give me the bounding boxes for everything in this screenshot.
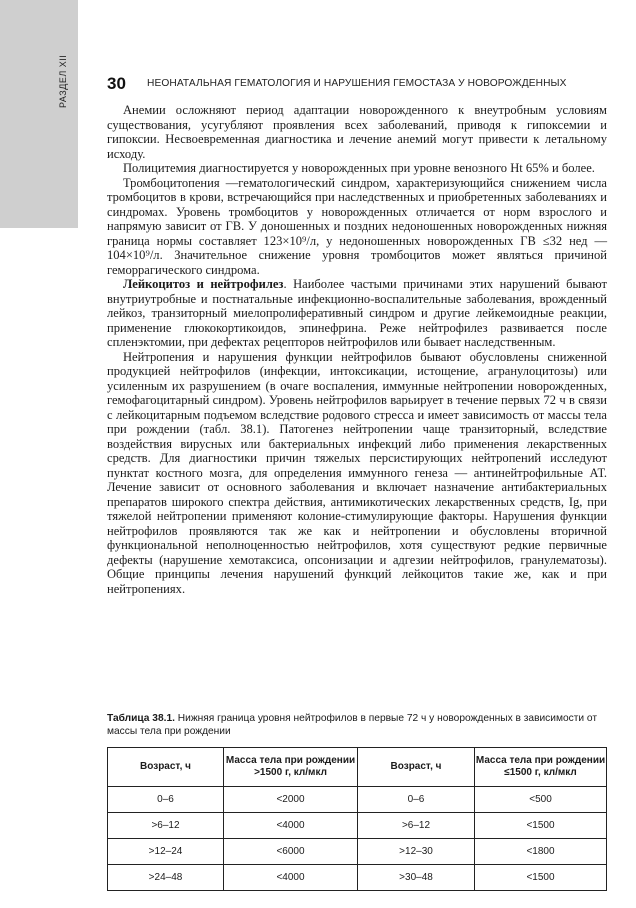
paragraph-thrombocytopenia: Тромбоцитопения —гематологический синдром, характеризующийся снижением числа тромбоцитов в крови, встречающийся при наследственных и приобретенных заболеваниях и синдромах. Уровень тромбоцитов у новорожденных отличается от норм взрослого и напрямую зависит от ГВ. У доношенных и поздних недоношенных новорожденных нижняя граница нормы составляет 123×10⁹/л, у недоношенных новорожденных ГВ ≤32 нед — 104×10⁹/л. Значительное снижение уровня тромбоцитов может являться причиной геморрагического синдрома. (107, 175, 607, 277)
table-cell: 0–6 (108, 787, 224, 813)
header-weight-over-1500: Масса тела при рождении >1500 г, кл/мкл (224, 748, 358, 787)
table-cell: <1800 (475, 839, 607, 865)
main-text (107, 103, 607, 596)
table-row (108, 787, 607, 813)
table-cell: >12–24 (108, 839, 224, 865)
table-cell: >30–48 (358, 865, 475, 891)
table-cell: <4000 (224, 865, 358, 891)
header-age-1: Возраст, ч (108, 748, 224, 787)
table-cell: >6–12 (108, 813, 224, 839)
header-age-2: Возраст, ч (358, 748, 475, 787)
header-weight-under-1500: Масса тела при рождении ≤1500 г, кл/мкл (475, 748, 607, 787)
table-caption-text: Нижняя граница уровня нейтрофилов в первые 72 ч у новорожденных в зависимости от массы тела при рождении (107, 713, 598, 737)
paragraph-leukocytosis (107, 277, 607, 350)
table-row (108, 839, 607, 865)
table-row (108, 813, 607, 839)
table-cell: <500 (475, 787, 607, 813)
table-caption (107, 712, 607, 738)
neutrophil-table (107, 747, 607, 891)
section-label: РАЗДЕЛ XII (58, 54, 68, 108)
table-cell: >12–30 (358, 839, 475, 865)
paragraph-anemia: Анемии осложняют период адаптации новорожденного к внеутробным условиям существования, усугубляют проявления всех заболеваний, приводя к гипоксемии и гипоксии. Несвоевременная диагностика и лечение анемий могут привести к летальному исходу. (107, 103, 607, 161)
table-row (108, 865, 607, 891)
table-cell: <2000 (224, 787, 358, 813)
table-cell: <1500 (475, 865, 607, 891)
table-cell: <6000 (224, 839, 358, 865)
table-cell: >24–48 (108, 865, 224, 891)
table-cell: <1500 (475, 813, 607, 839)
table-cell: 0–6 (358, 787, 475, 813)
section-side-tab (0, 0, 78, 228)
table-header-row (108, 748, 607, 787)
running-title: НЕОНАТАЛЬНАЯ ГЕМАТОЛОГИЯ И НАРУШЕНИЯ ГЕМОСТАЗА У НОВОРОЖДЕННЫХ (147, 78, 567, 89)
table-caption-label: Таблица 38.1. (107, 713, 175, 724)
table-cell: >6–12 (358, 813, 475, 839)
paragraph-neutropenia: Нейтропения и нарушения функции нейтрофилов бывают обусловлены сниженной продукцией нейтрофилов (инфекции, интоксикации, истощение, агранулоцитозы) или усиленным их разрушением (в очаге воспаления, иммунные нейтропении новорожденных, гемофагоцитарный синдром). Уровень нейтрофилов варьирует в течение первых 72 ч в связи с лейкоцитарным подъемом вследствие родового стресса и имеет зависимость от массы тела при рождении (табл. 38.1). Патогенез нейтропении чаще транзиторный, вследствие воздействия вирусных или бактериальных инфекций либо применения лекарственных средств. Для диагностики причин тяжелых персистирующих нейтропений исследуют пунктат костного мозга, для определения иммунного генеза — антинейтрофильные АТ. Лечение зависит от основного заболевания и включает назначение антибактериальных препаратов широкого спектра действия, антимикотических лекарственных средств, Ig, при тяжелой нейтропении применяют колоние-стимулирующие факторы. Нарушения функции нейтрофилов проявляются так же как и нейтропении и обусловлены вторичной функциональной неполноценностью нейтрофилов, хотя существуют редкие первичные дефекты (нарушение хемотаксиса, опсонизации и адгезии нейтрофилов, гранулематозы). Общие принципы лечения нарушений функций лейкоцитов такие же, как и при нейтропениях. (107, 349, 607, 596)
table-cell: <4000 (224, 813, 358, 839)
page-number: 30 (107, 74, 126, 93)
paragraph-lead-heading: Лейкоцитоз и нейтрофилез (123, 277, 284, 291)
paragraph-polycythemia: Полицитемия диагностируется у новорожденных при уровне венозного Ht 65% и более. (123, 161, 595, 175)
paragraph-leukocytosis-text: . Наиболее частыми причинами этих нарушений бывают внутриутробные и постнатальные инфекционно-воспалительные заболевания, врожденный лейкоз, транзиторный миелопролиферативный синдром и другие лейкемоидные реакции, применение глюкокортикоидов, эпинефрина. Реже нейтрофилез развивается после спленэктомии, при дефектах рецепторов нейтрофилов или бывает наследственным. (107, 277, 607, 349)
